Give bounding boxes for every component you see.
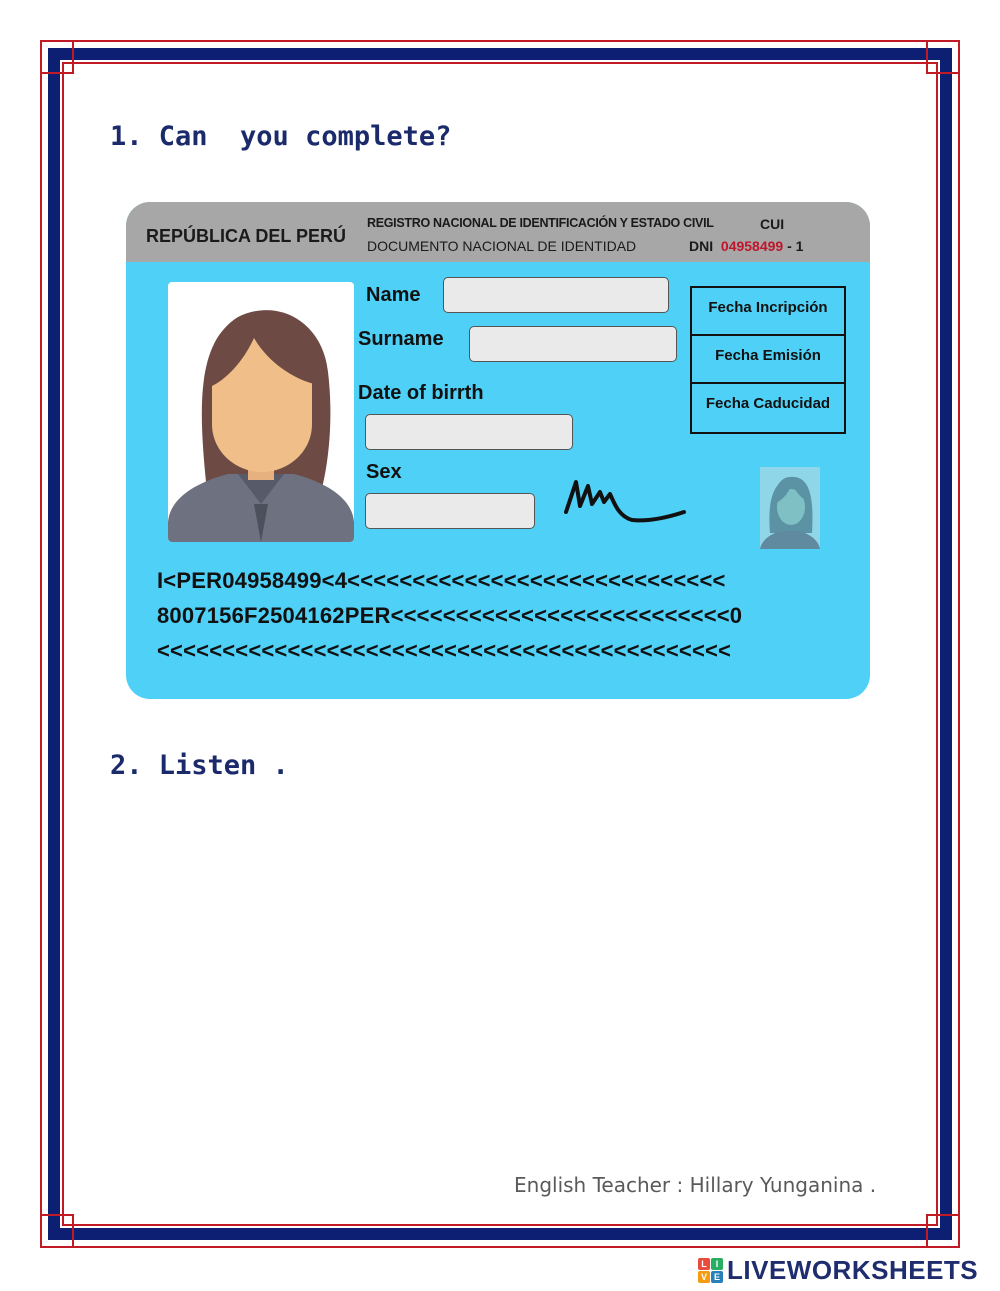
mrz-line-3: <<<<<<<<<<<<<<<<<<<<<<<<<<<<<<<<<<<<<<<<<<<< [157, 638, 732, 663]
logo-letter: V [698, 1271, 710, 1283]
logo-letter: I [711, 1258, 723, 1270]
name-input[interactable] [443, 277, 669, 313]
inscription-date-label: Fecha Incripción [692, 288, 844, 336]
surname-label: Surname [358, 328, 444, 350]
id-card [126, 202, 870, 699]
frame-corner-bottom-left [40, 1214, 74, 1248]
card-country: REPÚBLICA DEL PERÚ [146, 226, 347, 246]
question-1-heading: 1. Can you complete? [110, 121, 452, 152]
name-label: Name [366, 284, 421, 306]
liveworksheets-logo-icon [698, 1258, 723, 1283]
sex-label: Sex [366, 461, 402, 483]
dni-label: DNI [689, 238, 714, 254]
dates-box [690, 286, 846, 434]
sex-input[interactable] [365, 493, 535, 529]
card-document-type: DOCUMENTO NACIONAL DE IDENTIDAD [367, 238, 637, 254]
logo-letter: L [698, 1258, 710, 1270]
dni-check: - 1 [787, 238, 804, 254]
card-cui-label: CUI [760, 216, 785, 232]
date-of-birth-label: Date of birrth [358, 382, 484, 404]
expiry-date-label: Fecha Caducidad [705, 395, 831, 412]
frame-corner-bottom-right [926, 1214, 960, 1248]
surname-input[interactable] [469, 326, 677, 362]
signature-icon [562, 472, 688, 528]
frame-corner-top-right [926, 40, 960, 74]
card-registry: REGISTRO NACIONAL DE IDENTIFICACIÓN Y ESTADO CIVIL [367, 216, 714, 230]
ghost-photo [760, 467, 820, 549]
id-card-header [126, 202, 870, 262]
question-2-heading: 2. Listen . [110, 750, 289, 781]
liveworksheets-brand[interactable] [698, 1255, 978, 1285]
mrz-line-1: I<PER04958499<4<<<<<<<<<<<<<<<<<<<<<<<<<<<<< [157, 568, 726, 593]
female-avatar-icon [168, 282, 354, 542]
teacher-credit: English Teacher : Hillary Yunganina . [514, 1173, 877, 1197]
date-of-birth-input[interactable] [365, 414, 573, 450]
portrait-photo [168, 282, 354, 542]
mrz-line-2: 8007156F2504162PER<<<<<<<<<<<<<<<<<<<<<<<<<<0 [157, 603, 743, 628]
frame-corner-top-left [40, 40, 74, 74]
dni-number: 04958499 [720, 238, 784, 254]
card-dni [689, 238, 803, 254]
logo-letter: E [711, 1271, 723, 1283]
ghost-avatar-icon [760, 467, 820, 549]
issue-date-label: Fecha Emisión [692, 336, 844, 384]
liveworksheets-text: LIVEWORKSHEETS [727, 1254, 979, 1285]
